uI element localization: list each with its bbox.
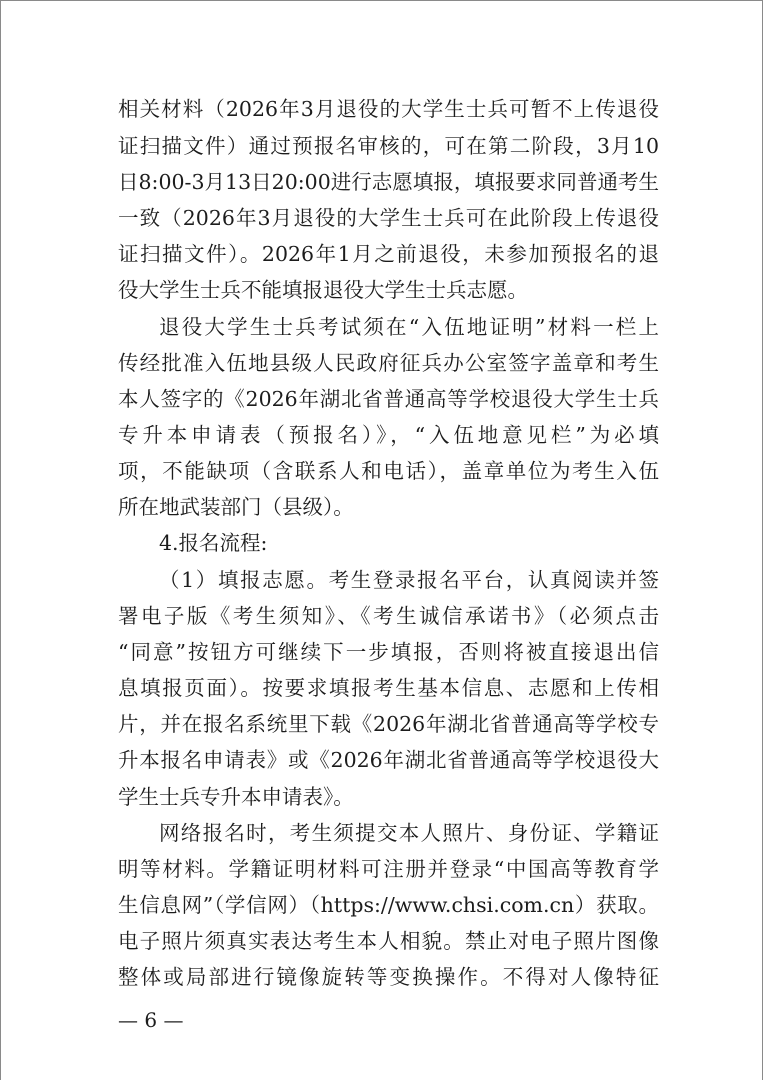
- text-line: 专升本申请表（预报名）》，“入伍地意见栏”为必填: [118, 423, 659, 447]
- page-number: — 6 —: [118, 1008, 184, 1032]
- text-line: 项，不能缺项（含联系人和电话），盖章单位为考生入伍: [118, 459, 659, 483]
- text-line: 证扫描文件）。2026年1月之前退役，未参加预报名的退: [118, 242, 659, 266]
- section-heading: 4.报名流程:: [159, 531, 268, 555]
- text-line: 署电子版《考生须知》、《考生诚信承诺书》（必须点击: [118, 604, 659, 628]
- text-line: 电子照片须真实表达考生本人相貌。禁止对电子照片图像: [118, 929, 659, 953]
- text-line: 明等材料。学籍证明材料可注册并登录“中国高等教育学: [118, 857, 659, 881]
- text-line: 息填报页面）。按要求填报考生基本信息、志愿和上传相: [118, 676, 659, 700]
- text-line: 升本报名申请表》或《2026年湖北省普通高等学校退役大: [118, 748, 659, 772]
- text-line: 一致（2026年3月退役的大学生士兵可在此阶段上传退役: [118, 206, 659, 230]
- text-line: 整体或局部进行镜像旋转等变换操作。不得对人像特征: [118, 965, 659, 989]
- text-line: 所在地武装部门（县级）。: [118, 495, 354, 519]
- text-line: 日8:00-3月13日20:00进行志愿填报，填报要求同普通考生: [118, 170, 659, 194]
- text-line: 役大学生士兵不能填报退役大学生士兵志愿。: [118, 278, 528, 302]
- text-line: 传经批准入伍地县级人民政府征兵办公室签字盖章和考生: [118, 351, 659, 375]
- text-line: 证扫描文件）通过预报名审核的，可在第二阶段，3月10: [118, 134, 659, 158]
- text-line: 相关材料（2026年3月退役的大学生士兵可暂不上传退役: [118, 97, 659, 121]
- text-line: 退役大学生士兵考试须在“入伍地证明”材料一栏上: [159, 315, 659, 339]
- text-line: “同意”按钮方可继续下一步填报，否则将被直接退出信: [118, 640, 659, 664]
- text-line: 本人签字的《2026年湖北省普通高等学校退役大学生士兵: [118, 387, 659, 411]
- text-line: 生信息网”（学信网）（https://www.chsi.com.cn）获取。: [118, 893, 659, 917]
- text-line: 网络报名时，考生须提交本人照片、身份证、学籍证: [159, 821, 659, 845]
- text-line: 片，并在报名系统里下载《2026年湖北省普通高等学校专: [118, 712, 659, 736]
- text-line: （1）填报志愿。考生登录报名平台，认真阅读并签: [159, 568, 659, 592]
- text-line: 学生士兵专升本申请表》。: [118, 785, 354, 809]
